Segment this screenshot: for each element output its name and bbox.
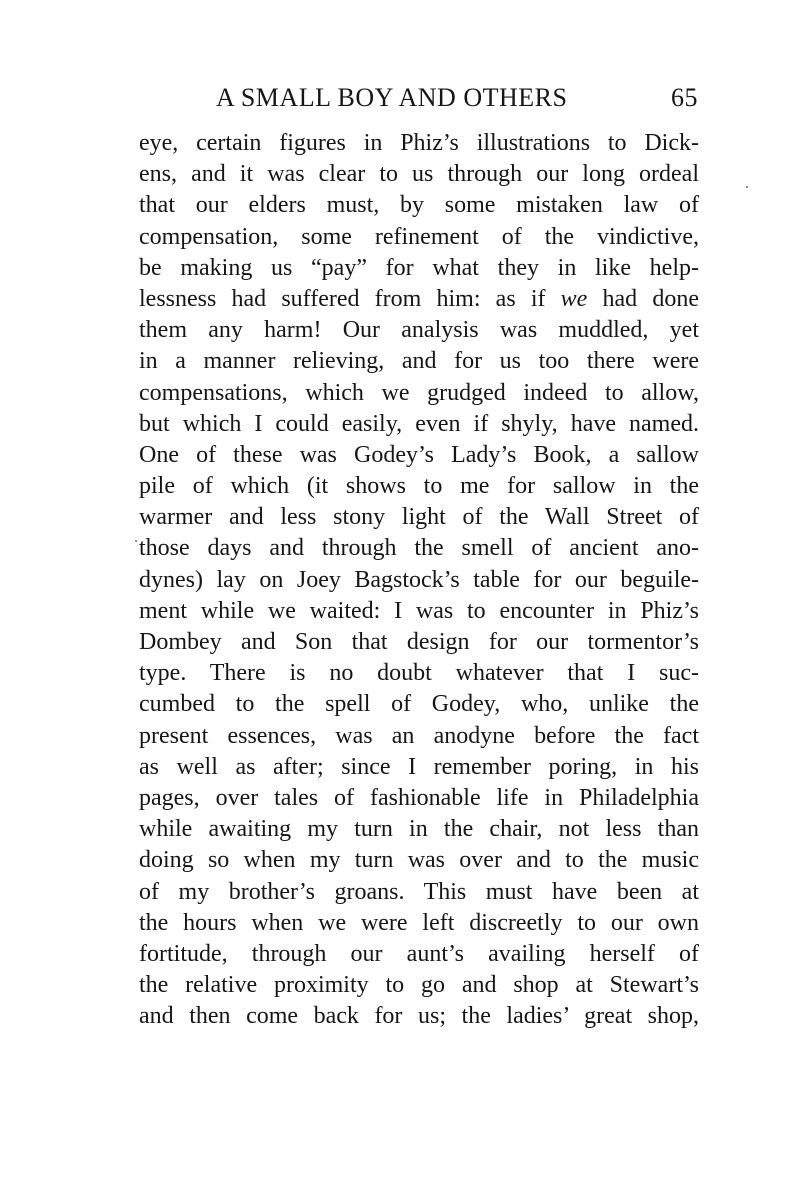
text-line: of my brother’s groans. This must have been at xyxy=(139,878,699,905)
scan-speck xyxy=(135,540,137,542)
text-line: compensations, which we grudged indeed to allow, xyxy=(139,379,699,406)
scan-speck xyxy=(746,186,748,188)
text-line: Dombey and Son that design for our tormentor’s xyxy=(139,629,699,655)
text-line: that our elders must, by some mistaken law of xyxy=(139,192,699,219)
text-line: lessness had suffered from him: as if we had done xyxy=(139,285,699,312)
text-line: them any harm! Our analysis was muddled, yet xyxy=(139,317,699,344)
text-line: pages, over tales of fashionable life in Philadelphia xyxy=(139,784,699,811)
text-line: ment while we waited: I was to encounter in Phiz’s xyxy=(139,597,699,624)
text-line: present essences, was an anodyne before the fact xyxy=(139,722,699,749)
body-text xyxy=(139,128,699,1032)
page-number: 65 xyxy=(671,83,698,112)
text-line: fortitude, through our aunt’s availing herself of xyxy=(139,940,699,967)
text-line: the hours when we were left discreetly to our own xyxy=(139,909,699,936)
text-line: pile of which (it shows to me for sallow in the xyxy=(139,473,699,500)
text-line: dynes) lay on Joey Bagstock’s table for our beguile- xyxy=(139,566,699,593)
text-line: while awaiting my turn in the chair, not less than xyxy=(139,816,699,843)
text-line: cumbed to the spell of Godey, who, unlike the xyxy=(139,691,699,718)
text-line: in a manner relieving, and for us too there were xyxy=(139,348,699,375)
text-line: doing so when my turn was over and to the music xyxy=(139,847,699,874)
running-title: A SMALL BOY AND OTHERS xyxy=(216,83,568,112)
text-line: those days and through the smell of ancient ano- xyxy=(139,535,699,562)
text-line: be making us “pay” for what they in like help- xyxy=(139,254,699,281)
text-line: ens, and it was clear to us through our long ordeal xyxy=(139,161,699,188)
text-line: the relative proximity to go and shop at Stewart’s xyxy=(139,972,699,999)
text-line: but which I could easily, even if shyly, have named. xyxy=(139,410,699,437)
text-line: type. There is no doubt whatever that I suc- xyxy=(139,660,699,687)
text-line: compensation, some refinement of the vindictive, xyxy=(139,223,699,250)
text-line: One of these was Godey’s Lady’s Book, a sallow xyxy=(139,441,699,468)
running-head xyxy=(216,80,698,116)
text-line: as well as after; since I remember poring, in his xyxy=(139,753,699,780)
emphasis: we xyxy=(560,285,588,312)
text-line: and then come back for us; the ladies’ great shop, xyxy=(139,1003,699,1030)
text-line: eye, certain figures in Phiz’s illustrations to Dick- xyxy=(139,130,699,156)
text-line: warmer and less stony light of the Wall Street of xyxy=(139,504,699,531)
